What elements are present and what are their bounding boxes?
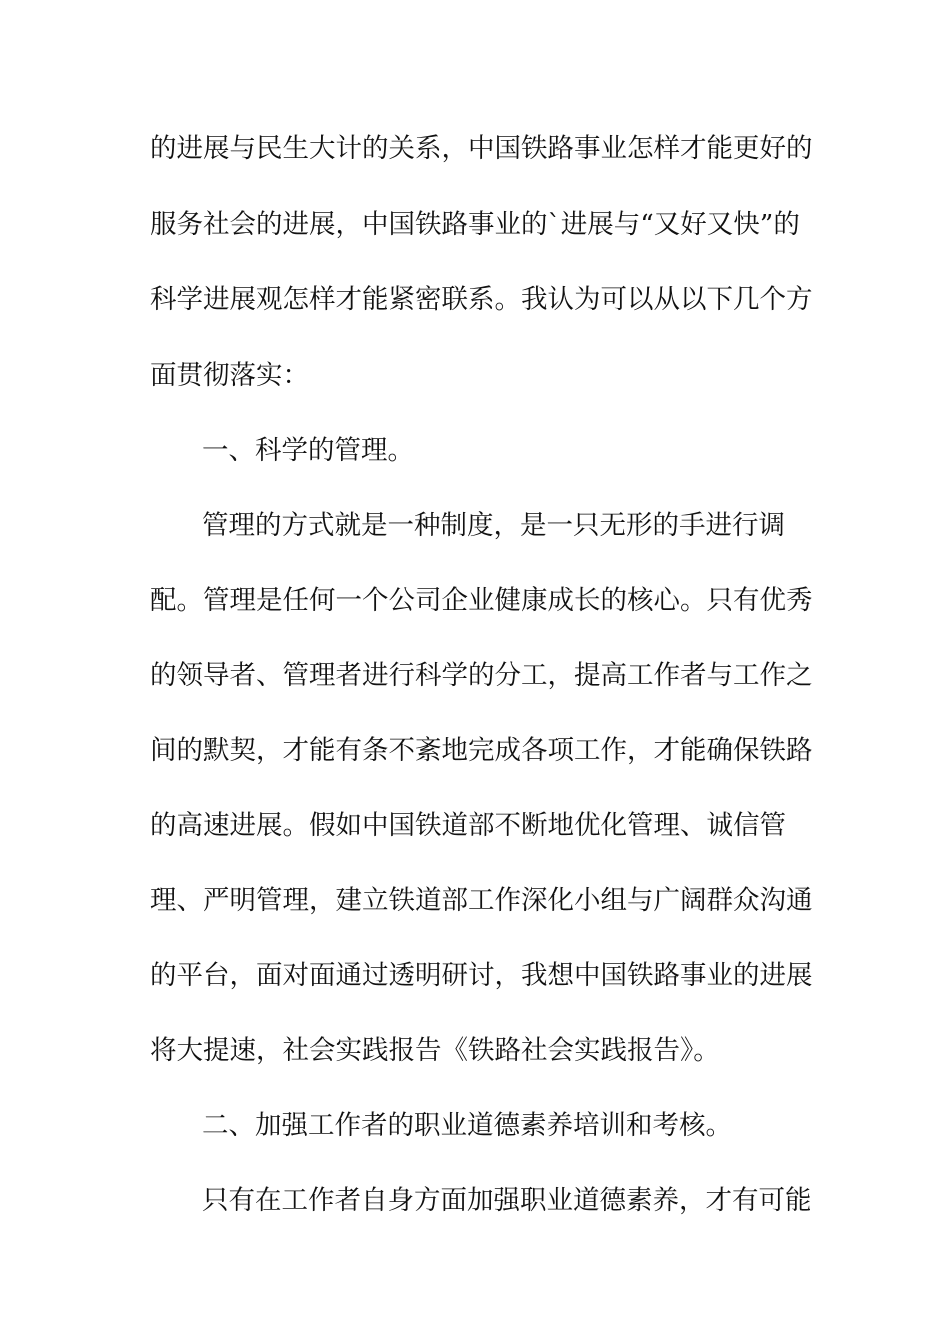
paragraph-line: 配。管理是任何一个公司企业健康成长的核心。只有优秀	[150, 585, 813, 616]
section-heading-1: 一、科学的管理。	[202, 435, 414, 466]
paragraph-line: 只有在工作者自身方面加强职业道德素养，才有可能	[202, 1185, 812, 1216]
paragraph-line: 服务社会的进展，中国铁路事业的`进展与“又好又快”的	[150, 209, 800, 240]
paragraph-line: 的领导者、管理者进行科学的分工，提高工作者与工作之	[150, 660, 813, 691]
paragraph-line: 面贯彻落实：	[150, 360, 309, 391]
paragraph-line: 理、严明管理，建立铁道部工作深化小组与广阔群众沟通	[150, 885, 813, 916]
paragraph-line: 的进展与民生大计的关系，中国铁路事业怎样才能更好的	[150, 133, 813, 164]
paragraph-line: 间的默契，才能有条不紊地完成各项工作，才能确保铁路	[150, 735, 813, 766]
paragraph-line: 科学进展观怎样才能紧密联系。我认为可以从以下几个方	[150, 284, 813, 315]
paragraph-line: 的高速进展。假如中国铁道部不断地优化管理、诚信管	[150, 810, 786, 841]
paragraph-line: 管理的方式就是一种制度，是一只无形的手进行调	[202, 510, 785, 541]
paragraph-line: 的平台，面对面通过透明研讨，我想中国铁路事业的进展	[150, 960, 813, 991]
paragraph-line: 将大提速，社会实践报告《铁路社会实践报告》。	[150, 1035, 720, 1066]
section-heading-2: 二、加强工作者的职业道德素养培训和考核。	[202, 1110, 732, 1141]
